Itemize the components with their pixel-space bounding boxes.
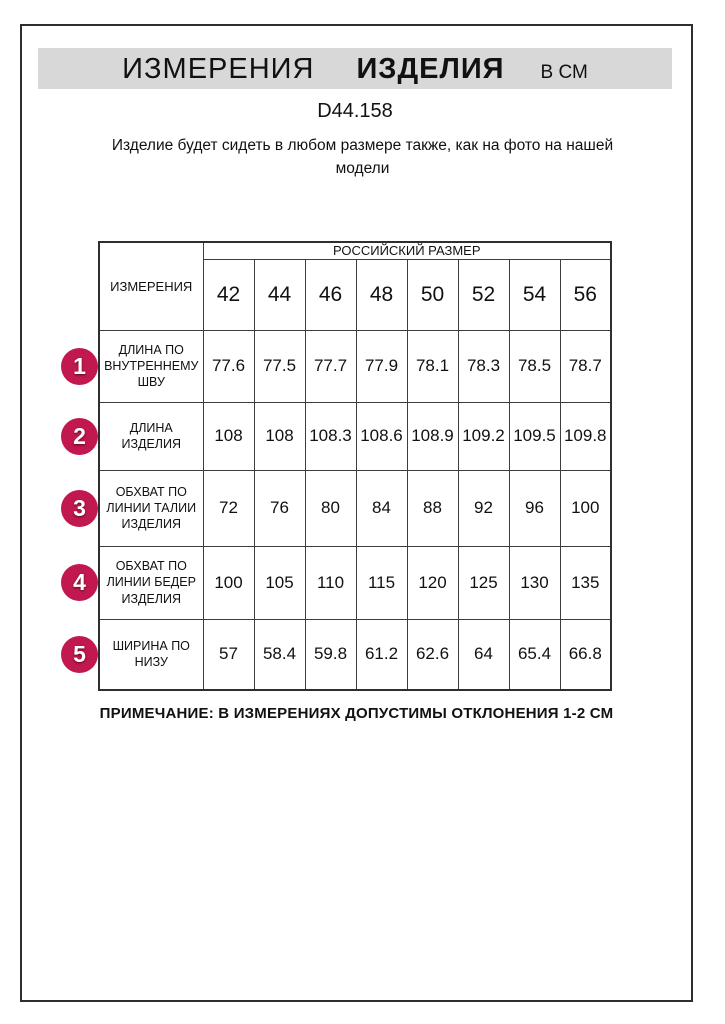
table-row xyxy=(99,470,611,546)
tolerance-note: ПРИМЕЧАНИЕ: В ИЗМЕРЕНИЯХ ДОПУСТИМЫ ОТКЛОНЕНИЯ 1-2 СМ xyxy=(99,705,614,722)
value-cell: 78.1 xyxy=(407,330,458,402)
value-cell: 77.6 xyxy=(203,330,254,402)
value-cell: 61.2 xyxy=(356,619,407,690)
value-cell: 64 xyxy=(458,619,509,690)
table-row xyxy=(99,330,611,402)
value-cell: 92 xyxy=(458,470,509,546)
size-header-cell: 56 xyxy=(560,259,611,330)
value-cell: 76 xyxy=(254,470,305,546)
value-cell: 108.6 xyxy=(356,402,407,470)
corner-header: ИЗМЕРЕНИЯ xyxy=(99,242,203,330)
measurement-label: ШИРИНА ПО НИЗУ xyxy=(99,619,203,690)
value-cell: 125 xyxy=(458,546,509,619)
title-measurements: ИЗМЕРЕНИЯ xyxy=(122,53,315,85)
value-cell: 84 xyxy=(356,470,407,546)
table-row xyxy=(99,402,611,470)
value-cell: 100 xyxy=(560,470,611,546)
value-cell: 77.7 xyxy=(305,330,356,402)
size-header-cell: 52 xyxy=(458,259,509,330)
table-row xyxy=(99,619,611,690)
value-cell: 108.3 xyxy=(305,402,356,470)
value-cell: 58.4 xyxy=(254,619,305,690)
value-cell: 78.5 xyxy=(509,330,560,402)
group-header: РОССИЙСКИЙ РАЗМЕР xyxy=(203,242,611,259)
title-bar xyxy=(38,48,672,89)
group-header-row xyxy=(99,242,611,259)
value-cell: 62.6 xyxy=(407,619,458,690)
value-cell: 59.8 xyxy=(305,619,356,690)
fit-description: Изделие будет сидеть в любом размере также, как на фото на нашей модели xyxy=(111,137,614,178)
size-header-cell: 44 xyxy=(254,259,305,330)
size-header-cell: 54 xyxy=(509,259,560,330)
value-cell: 135 xyxy=(560,546,611,619)
value-cell: 108 xyxy=(203,402,254,470)
value-cell: 77.9 xyxy=(356,330,407,402)
row-number-badge: 5 xyxy=(61,636,98,673)
size-header-cell: 42 xyxy=(203,259,254,330)
value-cell: 72 xyxy=(203,470,254,546)
title-product: ИЗДЕЛИЯ xyxy=(356,53,505,85)
product-code: D44.158 xyxy=(317,100,393,122)
value-cell: 108 xyxy=(254,402,305,470)
row-number-badge: 2 xyxy=(61,418,98,455)
value-cell: 108.9 xyxy=(407,402,458,470)
measurement-label: ДЛИНА ИЗДЕЛИЯ xyxy=(99,402,203,470)
value-cell: 80 xyxy=(305,470,356,546)
size-header-cell: 48 xyxy=(356,259,407,330)
value-cell: 57 xyxy=(203,619,254,690)
value-cell: 109.8 xyxy=(560,402,611,470)
value-cell: 96 xyxy=(509,470,560,546)
value-cell: 120 xyxy=(407,546,458,619)
table-row xyxy=(99,546,611,619)
size-header-cell: 50 xyxy=(407,259,458,330)
row-number-badge: 4 xyxy=(61,564,98,601)
row-number-badge: 1 xyxy=(61,348,98,385)
value-cell: 77.5 xyxy=(254,330,305,402)
size-table xyxy=(98,241,612,691)
value-cell: 78.7 xyxy=(560,330,611,402)
title-units: В СМ xyxy=(540,62,588,83)
measurement-label: ОБХВАТ ПО ЛИНИИ ТАЛИИ ИЗДЕЛИЯ xyxy=(99,470,203,546)
value-cell: 109.2 xyxy=(458,402,509,470)
value-cell: 109.5 xyxy=(509,402,560,470)
value-cell: 130 xyxy=(509,546,560,619)
value-cell: 78.3 xyxy=(458,330,509,402)
value-cell: 105 xyxy=(254,546,305,619)
value-cell: 110 xyxy=(305,546,356,619)
value-cell: 66.8 xyxy=(560,619,611,690)
value-cell: 88 xyxy=(407,470,458,546)
value-cell: 65.4 xyxy=(509,619,560,690)
row-number-badge: 3 xyxy=(61,490,98,527)
measurement-label: ДЛИНА ПО ВНУТРЕННЕМУ ШВУ xyxy=(99,330,203,402)
size-header-cell: 46 xyxy=(305,259,356,330)
value-cell: 100 xyxy=(203,546,254,619)
measurement-label: ОБХВАТ ПО ЛИНИИ БЕДЕР ИЗДЕЛИЯ xyxy=(99,546,203,619)
value-cell: 115 xyxy=(356,546,407,619)
